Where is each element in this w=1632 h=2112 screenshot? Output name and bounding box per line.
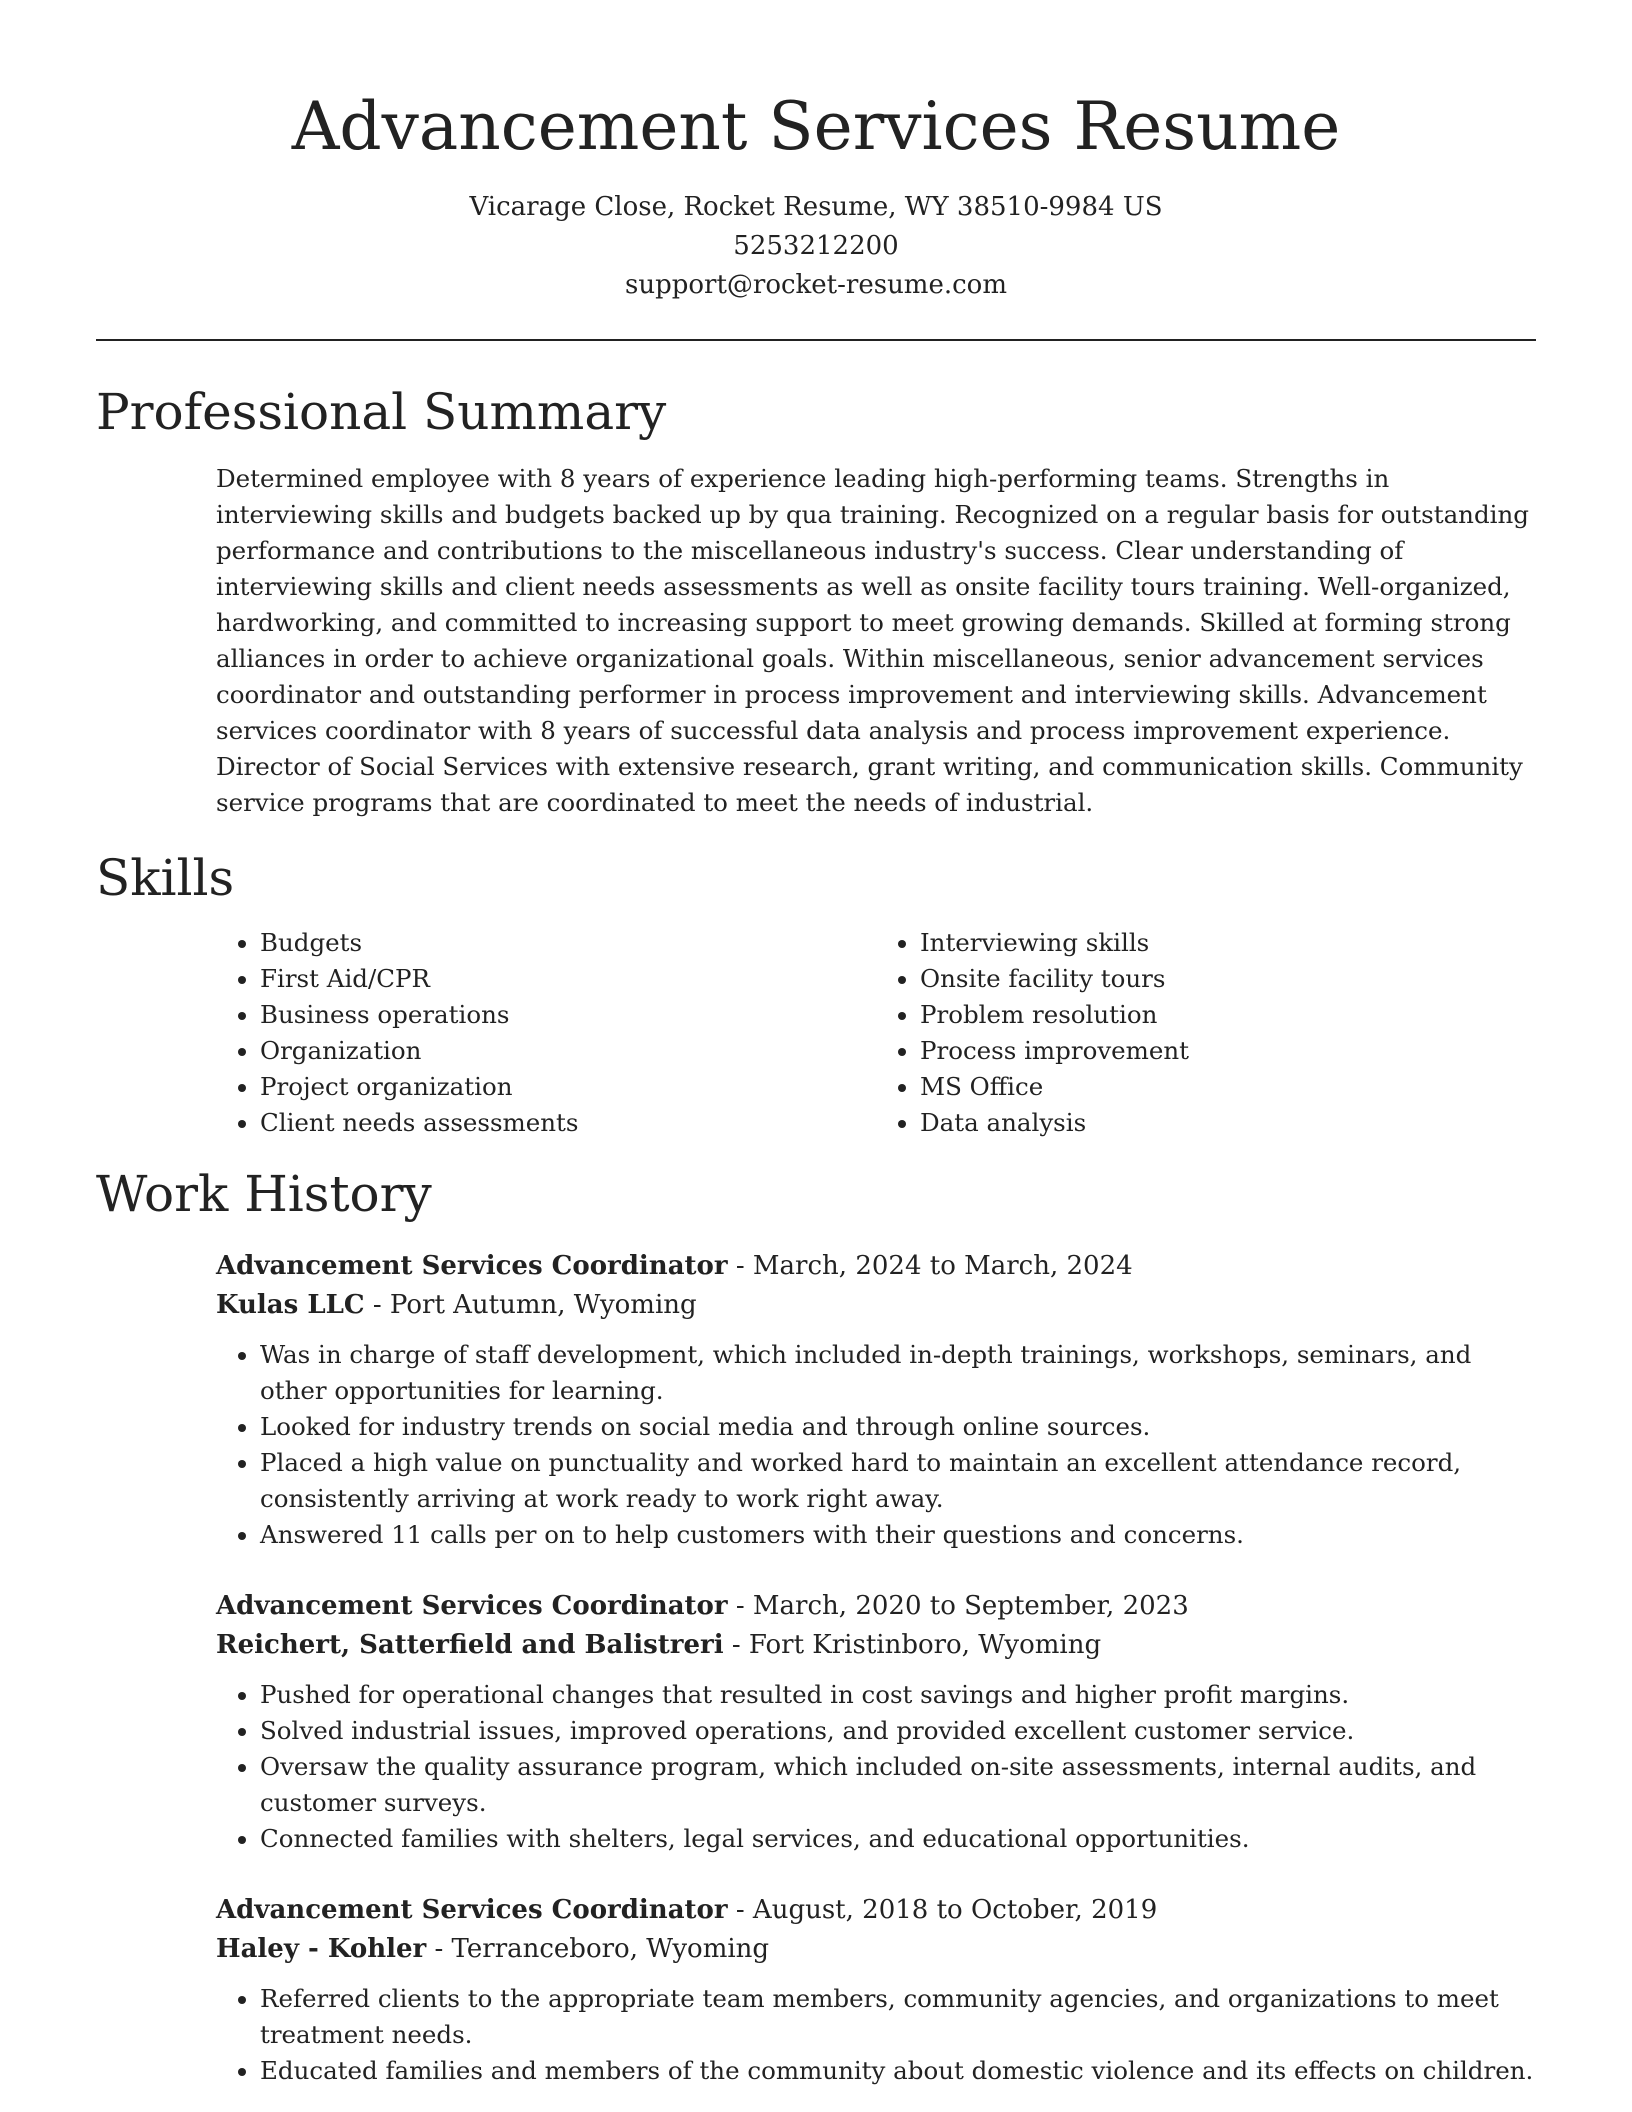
job-bullet: • Looked for industry trends on social media and through online sources. [260,1409,1536,1445]
job-bullet: • Oversaw the quality assurance program, which included on-site assessments, internal audits, and customer surveys. [260,1749,1536,1821]
skills-list [216,925,1536,1141]
job-bullet: • Connected families with shelters, legal services, and educational opportunities. [260,1821,1536,1857]
job-title-line [216,1247,1536,1286]
work-history-heading: Work History [96,1165,432,1223]
skill-item: • Project organization [260,1069,876,1105]
job-company-line [216,1930,1536,1969]
job-company-line [216,1626,1536,1665]
job-bullet: • Referred clients to the appropriate team members, community agencies, and organizations to meet treatment needs. [260,1981,1536,2053]
job-title-line [216,1587,1536,1626]
job-company: Kulas LLC [216,1290,365,1320]
contact-email: support@rocket-resume.com [624,270,1007,300]
skill-item: • Onsite facility tours [920,961,1536,997]
job-bullets [216,1677,1536,1857]
job-bullet: • Answered 11 calls per on to help customers with their questions and concerns. [260,1517,1536,1553]
skills-column-left [216,925,876,1141]
job-company: Haley - Kohler [216,1934,427,1964]
job-bullet: • Educated families and members of the community about domestic violence and its effects on children. [260,2053,1536,2089]
job-title-line [216,1891,1536,1930]
job-bullet: • Solved industrial issues, improved operations, and provided excellent customer service. [260,1713,1536,1749]
contact-block [96,188,1536,305]
job-title: Advancement Services Coordinator [216,1251,728,1281]
summary-text: Determined employee with 8 years of experience leading high-performing teams. Strengths in interviewing skills and budgets backed up by qua training. Recognized on a regular basis for outstanding performance and contributions to the miscellaneous industry's success. Clear understanding of interviewing skills and client needs assessments as well as onsite facility tours training. Well-organized, hardworking, and committed to increasing support to meet growing demands. Skilled at forming strong alliances in order to achieve organizational goals. Within miscellaneous, senior advancement services coordinator and outstanding performer in process improvement and interviewing skills. Advancement services coordinator with 8 years of successful data analysis and process improvement experience. Director of Social Services with extensive research, grant writing, and communication skills. Community service programs that are coordinated to meet the needs of industrial. [216,464,1529,817]
job-bullets [216,1337,1536,1553]
job-title: Advancement Services Coordinator [216,1895,728,1925]
job-bullet: • Placed a high value on punctuality and worked hard to maintain an excellent attendance record, consistently arriving at work ready to work right away. [260,1445,1536,1517]
job-location: - Port Autumn, Wyoming [372,1290,697,1320]
skill-item: • First Aid/CPR [260,961,876,997]
header-divider [96,339,1536,341]
skill-item: • Interviewing skills [920,925,1536,961]
contact-phone: 5253212200 [733,231,899,261]
job-bullet: • Was in charge of staff development, which included in-depth trainings, workshops, seminars, and other opportunities for learning. [260,1337,1536,1409]
skill-item: • MS Office [920,1069,1536,1105]
job-entry [216,1247,1536,1553]
job-entry [216,1587,1536,1857]
skill-item: • Data analysis [920,1105,1536,1141]
job-bullets [216,1981,1536,2089]
skill-item: • Organization [260,1033,876,1069]
job-title: Advancement Services Coordinator [216,1591,728,1621]
job-location: - Fort Kristinboro, Wyoming [731,1630,1102,1660]
skill-item: • Problem resolution [920,997,1536,1033]
job-company: Reichert, Satterfield and Balistreri [216,1630,724,1660]
skill-item: • Client needs assessments [260,1105,876,1141]
job-dates: - March, 2020 to September, 2023 [735,1591,1189,1621]
job-dates: - March, 2024 to March, 2024 [735,1251,1133,1281]
skills-heading: Skills [96,849,235,907]
skill-item: • Business operations [260,997,876,1033]
summary-heading: Professional Summary [96,383,667,441]
skills-column-right [876,925,1536,1141]
contact-address: Vicarage Close, Rocket Resume, WY 38510-9984 US [469,192,1163,222]
skill-item: • Process improvement [920,1033,1536,1069]
job-location: - Terranceboro, Wyoming [434,1934,770,1964]
resume-page [96,0,1536,2089]
job-entry [216,1891,1536,2089]
job-company-line [216,1286,1536,1325]
job-dates: - August, 2018 to October, 2019 [735,1895,1158,1925]
job-bullet: • Pushed for operational changes that resulted in cost savings and higher profit margins. [260,1677,1536,1713]
resume-title: Advancement Services Resume [291,88,1341,165]
skill-item: • Budgets [260,925,876,961]
